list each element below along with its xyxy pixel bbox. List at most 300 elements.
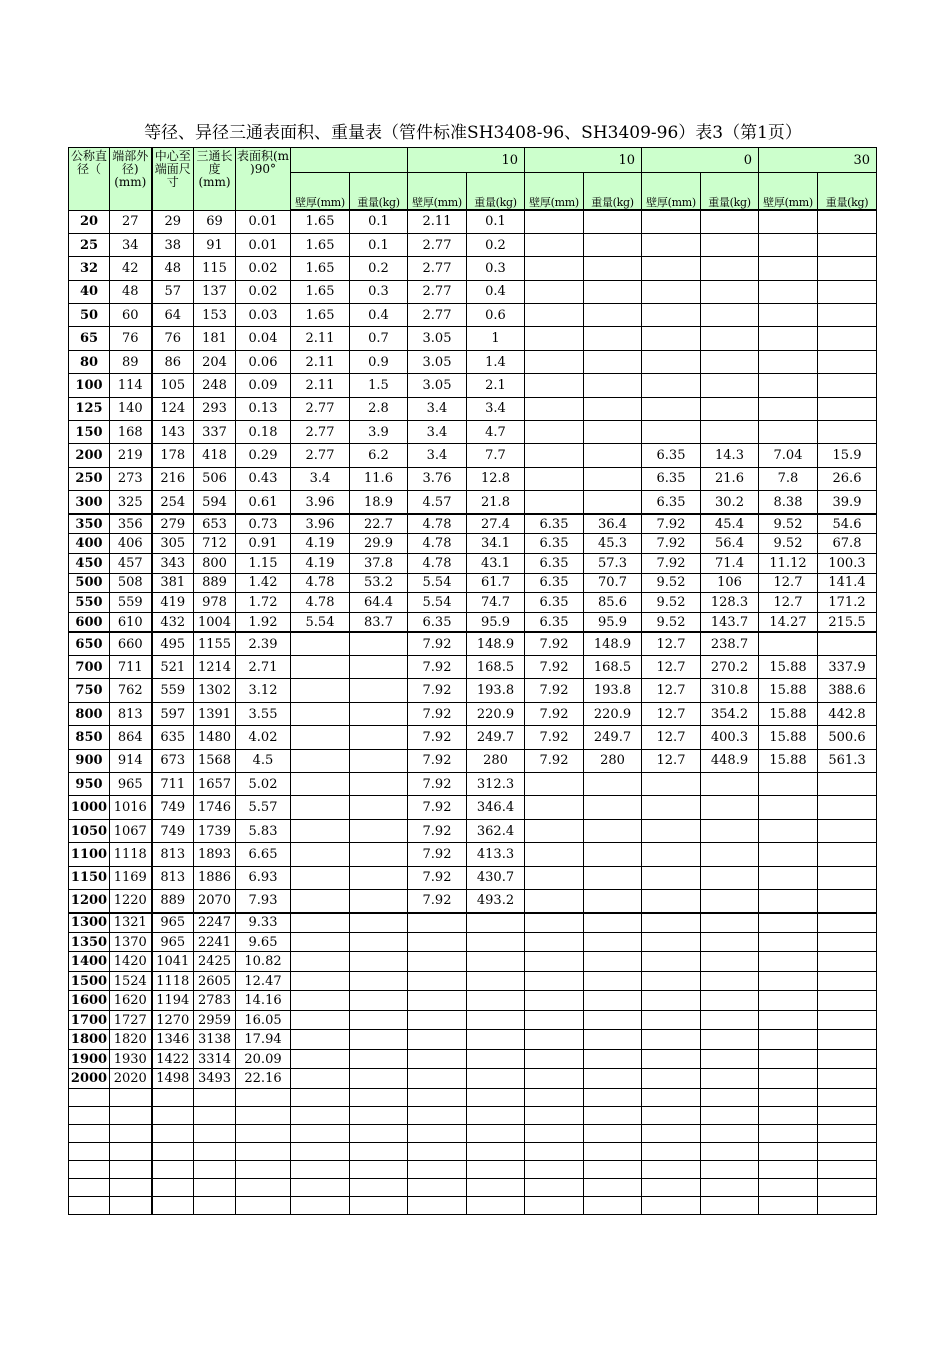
cell-weight: 14.3 [701, 444, 759, 467]
table-row [69, 374, 877, 397]
cell-thickness: 2.77 [408, 257, 467, 280]
cell-area: 22.16 [236, 1069, 291, 1089]
cell-len: 1886 [194, 866, 236, 889]
cell-weight [350, 749, 408, 772]
cell-weight: 238.7 [701, 632, 759, 655]
empty-cell [467, 1196, 525, 1214]
cell-weight [701, 257, 759, 280]
cell-od: 219 [110, 444, 152, 467]
cell-thickness: 9.52 [642, 593, 701, 613]
table-row [69, 491, 877, 514]
cell-cf: 305 [152, 534, 194, 554]
cell-len: 91 [194, 233, 236, 256]
cell-weight [350, 952, 408, 972]
cell-thickness: 4.78 [408, 534, 467, 554]
empty-cell [69, 1124, 110, 1142]
cell-cf: 254 [152, 491, 194, 514]
empty-row [69, 1088, 877, 1106]
table-row [69, 679, 877, 702]
cell-thickness: 7.92 [408, 796, 467, 819]
empty-cell [291, 1160, 350, 1178]
cell-od: 508 [110, 573, 152, 593]
empty-cell [467, 1088, 525, 1106]
cell-cf: 965 [152, 913, 194, 933]
cell-weight: 193.8 [584, 679, 642, 702]
cell-thickness [759, 304, 818, 327]
subheader-weight: 重量(kg) [818, 173, 877, 211]
empty-cell [408, 1196, 467, 1214]
cell-thickness: 2.11 [408, 210, 467, 233]
empty-cell [408, 1088, 467, 1106]
empty-cell [110, 1142, 152, 1160]
cell-thickness: 6.35 [525, 613, 584, 633]
empty-cell [236, 1178, 291, 1196]
cell-weight [818, 397, 877, 420]
cell-thickness: 4.78 [408, 514, 467, 534]
cell-weight [584, 257, 642, 280]
cell-thickness: 5.54 [291, 613, 350, 633]
table-row [69, 210, 877, 233]
cell-thickness: 7.92 [408, 843, 467, 866]
empty-cell [291, 1142, 350, 1160]
cell-weight: 1.5 [350, 374, 408, 397]
table-row [69, 843, 877, 866]
table-row [69, 932, 877, 952]
cell-weight [584, 467, 642, 490]
cell-area: 5.57 [236, 796, 291, 819]
cell-thickness: 7.92 [525, 632, 584, 655]
table-row [69, 350, 877, 373]
cell-weight [701, 397, 759, 420]
cell-weight [350, 1049, 408, 1069]
empty-cell [642, 1160, 701, 1178]
cell-len: 2241 [194, 932, 236, 952]
cell-weight: 57.3 [584, 553, 642, 573]
cell-thickness [525, 491, 584, 514]
cell-weight [584, 796, 642, 819]
cell-thickness [408, 932, 467, 952]
cell-thickness [642, 397, 701, 420]
cell-cf: 38 [152, 233, 194, 256]
cell-weight [818, 843, 877, 866]
cell-weight [701, 421, 759, 444]
empty-cell [152, 1124, 194, 1142]
cell-dn: 1300 [69, 913, 110, 933]
cell-dn: 1350 [69, 932, 110, 952]
empty-cell [194, 1088, 236, 1106]
cell-cf: 1118 [152, 971, 194, 991]
empty-cell [759, 1142, 818, 1160]
cell-thickness: 11.12 [759, 553, 818, 573]
cell-weight: 18.9 [350, 491, 408, 514]
cell-thickness [291, 1010, 350, 1030]
cell-dn: 80 [69, 350, 110, 373]
cell-thickness: 15.88 [759, 726, 818, 749]
cell-weight [818, 913, 877, 933]
cell-thickness: 6.35 [408, 613, 467, 633]
cell-dn: 50 [69, 304, 110, 327]
cell-dn: 1100 [69, 843, 110, 866]
subheader-thickness: 壁厚(mm) [291, 173, 350, 211]
cell-thickness [759, 843, 818, 866]
group-header-5: 30 [759, 148, 877, 173]
cell-area: 7.93 [236, 890, 291, 913]
cell-od: 273 [110, 467, 152, 490]
cell-len: 337 [194, 421, 236, 444]
cell-thickness [525, 971, 584, 991]
cell-weight [584, 491, 642, 514]
cell-od: 27 [110, 210, 152, 233]
cell-dn: 1800 [69, 1030, 110, 1050]
header-tee-length: 三通长度(mm) [194, 148, 236, 211]
empty-cell [69, 1088, 110, 1106]
cell-weight [584, 444, 642, 467]
cell-thickness: 15.88 [759, 749, 818, 772]
cell-thickness [642, 210, 701, 233]
empty-cell [194, 1178, 236, 1196]
cell-weight [818, 952, 877, 972]
empty-cell [525, 1142, 584, 1160]
cell-area: 3.12 [236, 679, 291, 702]
cell-weight: 141.4 [818, 573, 877, 593]
cell-weight [701, 913, 759, 933]
cell-len: 181 [194, 327, 236, 350]
cell-thickness: 6.35 [525, 593, 584, 613]
empty-cell [110, 1088, 152, 1106]
cell-thickness [408, 1069, 467, 1089]
empty-cell [291, 1088, 350, 1106]
cell-thickness [408, 1049, 467, 1069]
empty-cell [584, 1124, 642, 1142]
cell-thickness: 2.77 [291, 444, 350, 467]
cell-area: 2.39 [236, 632, 291, 655]
cell-dn: 1000 [69, 796, 110, 819]
cell-weight: 37.8 [350, 553, 408, 573]
cell-dn: 500 [69, 573, 110, 593]
cell-thickness: 4.19 [291, 534, 350, 554]
empty-cell [350, 1196, 408, 1214]
cell-weight: 0.2 [350, 257, 408, 280]
cell-thickness [759, 971, 818, 991]
empty-cell [584, 1088, 642, 1106]
cell-dn: 950 [69, 773, 110, 796]
cell-weight: 54.6 [818, 514, 877, 534]
subheader-thickness: 壁厚(mm) [759, 173, 818, 211]
cell-area: 0.01 [236, 210, 291, 233]
cell-weight: 64.4 [350, 593, 408, 613]
cell-len: 2247 [194, 913, 236, 933]
cell-weight [701, 374, 759, 397]
cell-thickness: 4.78 [408, 553, 467, 573]
cell-thickness: 6.35 [525, 514, 584, 534]
empty-cell [69, 1178, 110, 1196]
cell-weight: 67.8 [818, 534, 877, 554]
cell-weight [818, 327, 877, 350]
cell-od: 559 [110, 593, 152, 613]
cell-thickness [525, 1010, 584, 1030]
cell-thickness: 2.77 [291, 421, 350, 444]
cell-thickness [525, 843, 584, 866]
cell-dn: 25 [69, 233, 110, 256]
cell-dn: 2000 [69, 1069, 110, 1089]
cell-len: 1746 [194, 796, 236, 819]
cell-weight: 448.9 [701, 749, 759, 772]
cell-weight: 430.7 [467, 866, 525, 889]
cell-thickness [525, 890, 584, 913]
cell-weight: 220.9 [584, 702, 642, 725]
cell-thickness: 9.52 [642, 573, 701, 593]
cell-od: 1321 [110, 913, 152, 933]
cell-od: 1067 [110, 819, 152, 842]
cell-thickness [525, 257, 584, 280]
cell-thickness [525, 1069, 584, 1089]
cell-len: 653 [194, 514, 236, 534]
cell-cf: 1498 [152, 1069, 194, 1089]
cell-dn: 32 [69, 257, 110, 280]
cell-thickness: 3.4 [408, 421, 467, 444]
cell-cf: 965 [152, 932, 194, 952]
cell-weight: 561.3 [818, 749, 877, 772]
cell-weight: 500.6 [818, 726, 877, 749]
cell-len: 2959 [194, 1010, 236, 1030]
cell-dn: 1600 [69, 991, 110, 1011]
cell-thickness [525, 1030, 584, 1050]
cell-area: 9.33 [236, 913, 291, 933]
subheader-thickness: 壁厚(mm) [642, 173, 701, 211]
cell-weight: 168.5 [584, 656, 642, 679]
cell-thickness [525, 819, 584, 842]
cell-thickness [291, 656, 350, 679]
cell-thickness: 7.92 [642, 534, 701, 554]
header-nominal-diameter: 公称直径（ [69, 148, 110, 211]
cell-thickness: 6.35 [642, 444, 701, 467]
group-header-4: 0 [642, 148, 759, 173]
cell-area: 20.09 [236, 1049, 291, 1069]
cell-dn: 150 [69, 421, 110, 444]
cell-len: 248 [194, 374, 236, 397]
cell-weight: 53.2 [350, 573, 408, 593]
cell-thickness: 7.92 [408, 632, 467, 655]
cell-thickness [525, 1049, 584, 1069]
cell-od: 457 [110, 553, 152, 573]
cell-dn: 1150 [69, 866, 110, 889]
cell-weight: 26.6 [818, 467, 877, 490]
cell-thickness [525, 932, 584, 952]
cell-weight: 270.2 [701, 656, 759, 679]
cell-od: 711 [110, 656, 152, 679]
cell-weight [818, 233, 877, 256]
cell-len: 3138 [194, 1030, 236, 1050]
cell-thickness [525, 444, 584, 467]
empty-cell [584, 1178, 642, 1196]
cell-weight [350, 866, 408, 889]
cell-weight: 0.1 [467, 210, 525, 233]
cell-thickness [525, 280, 584, 303]
cell-thickness: 7.04 [759, 444, 818, 467]
cell-thickness [642, 796, 701, 819]
empty-cell [69, 1160, 110, 1178]
table-row [69, 444, 877, 467]
cell-thickness [642, 773, 701, 796]
cell-od: 1220 [110, 890, 152, 913]
cell-weight [818, 1010, 877, 1030]
cell-thickness [408, 1030, 467, 1050]
cell-thickness: 7.92 [525, 656, 584, 679]
cell-weight [467, 971, 525, 991]
cell-thickness: 12.7 [642, 749, 701, 772]
cell-thickness: 7.92 [408, 773, 467, 796]
cell-weight [818, 350, 877, 373]
cell-weight [701, 866, 759, 889]
empty-cell [350, 1106, 408, 1124]
empty-cell [408, 1142, 467, 1160]
subheader-thickness: 壁厚(mm) [525, 173, 584, 211]
cell-cf: 521 [152, 656, 194, 679]
cell-len: 712 [194, 534, 236, 554]
empty-cell [236, 1124, 291, 1142]
cell-thickness [759, 796, 818, 819]
cell-cf: 1041 [152, 952, 194, 972]
cell-weight: 193.8 [467, 679, 525, 702]
cell-weight [350, 932, 408, 952]
cell-area: 0.91 [236, 534, 291, 554]
cell-thickness: 12.7 [642, 726, 701, 749]
cell-weight: 56.4 [701, 534, 759, 554]
cell-weight [350, 773, 408, 796]
cell-weight [701, 991, 759, 1011]
cell-weight: 2.8 [350, 397, 408, 420]
cell-dn: 1050 [69, 819, 110, 842]
cell-weight: 0.3 [467, 257, 525, 280]
cell-thickness [642, 866, 701, 889]
cell-thickness [291, 796, 350, 819]
cell-weight: 493.2 [467, 890, 525, 913]
cell-len: 3493 [194, 1069, 236, 1089]
cell-dn: 550 [69, 593, 110, 613]
cell-thickness [291, 632, 350, 655]
cell-od: 356 [110, 514, 152, 534]
cell-thickness [291, 1030, 350, 1050]
cell-dn: 125 [69, 397, 110, 420]
cell-weight [350, 726, 408, 749]
cell-weight: 95.9 [584, 613, 642, 633]
cell-thickness [525, 304, 584, 327]
empty-cell [525, 1106, 584, 1124]
cell-area: 0.18 [236, 421, 291, 444]
cell-thickness: 7.92 [408, 726, 467, 749]
cell-cf: 29 [152, 210, 194, 233]
cell-thickness [291, 932, 350, 952]
cell-thickness [759, 280, 818, 303]
empty-cell [350, 1088, 408, 1106]
empty-cell [642, 1178, 701, 1196]
cell-weight [584, 991, 642, 1011]
cell-weight [350, 632, 408, 655]
cell-thickness: 4.57 [408, 491, 467, 514]
empty-cell [642, 1124, 701, 1142]
cell-thickness [525, 796, 584, 819]
cell-weight [584, 913, 642, 933]
empty-cell [236, 1088, 291, 1106]
empty-cell [291, 1106, 350, 1124]
cell-weight: 34.1 [467, 534, 525, 554]
cell-weight: 45.4 [701, 514, 759, 534]
cell-weight: 43.1 [467, 553, 525, 573]
cell-od: 1930 [110, 1049, 152, 1069]
subheader-weight: 重量(kg) [467, 173, 525, 211]
cell-thickness [525, 952, 584, 972]
cell-len: 2605 [194, 971, 236, 991]
cell-weight [701, 890, 759, 913]
cell-thickness: 7.92 [525, 702, 584, 725]
empty-cell [236, 1142, 291, 1160]
cell-od: 1016 [110, 796, 152, 819]
empty-cell [525, 1088, 584, 1106]
cell-area: 1.72 [236, 593, 291, 613]
cell-weight: 95.9 [467, 613, 525, 633]
cell-thickness: 12.7 [642, 632, 701, 655]
cell-weight [701, 819, 759, 842]
cell-thickness [759, 350, 818, 373]
cell-dn: 300 [69, 491, 110, 514]
cell-cf: 48 [152, 257, 194, 280]
cell-thickness [759, 421, 818, 444]
table-row [69, 952, 877, 972]
cell-len: 153 [194, 304, 236, 327]
cell-area: 12.47 [236, 971, 291, 991]
cell-area: 0.61 [236, 491, 291, 514]
cell-weight: 0.7 [350, 327, 408, 350]
cell-thickness: 7.92 [408, 866, 467, 889]
empty-row [69, 1124, 877, 1142]
cell-cf: 279 [152, 514, 194, 534]
cell-thickness [642, 952, 701, 972]
cell-weight: 346.4 [467, 796, 525, 819]
cell-len: 594 [194, 491, 236, 514]
cell-thickness: 14.27 [759, 613, 818, 633]
cell-thickness: 7.92 [525, 679, 584, 702]
cell-weight: 0.1 [350, 233, 408, 256]
cell-weight: 0.9 [350, 350, 408, 373]
cell-od: 610 [110, 613, 152, 633]
cell-dn: 900 [69, 749, 110, 772]
cell-thickness: 12.7 [759, 573, 818, 593]
empty-cell [701, 1142, 759, 1160]
cell-thickness [291, 702, 350, 725]
cell-thickness [759, 210, 818, 233]
cell-cf: 57 [152, 280, 194, 303]
cell-weight: 100.3 [818, 553, 877, 573]
cell-od: 1169 [110, 866, 152, 889]
cell-weight: 354.2 [701, 702, 759, 725]
group-header-3: 10 [525, 148, 642, 173]
cell-weight: 215.5 [818, 613, 877, 633]
cell-thickness [759, 327, 818, 350]
cell-area: 6.65 [236, 843, 291, 866]
cell-od: 914 [110, 749, 152, 772]
empty-cell [194, 1160, 236, 1178]
cell-thickness: 7.8 [759, 467, 818, 490]
cell-weight [467, 913, 525, 933]
cell-weight [584, 843, 642, 866]
cell-thickness: 3.4 [291, 467, 350, 490]
table-row [69, 573, 877, 593]
cell-area: 4.02 [236, 726, 291, 749]
cell-thickness [525, 374, 584, 397]
empty-cell [584, 1160, 642, 1178]
cell-area: 0.29 [236, 444, 291, 467]
cell-cf: 86 [152, 350, 194, 373]
